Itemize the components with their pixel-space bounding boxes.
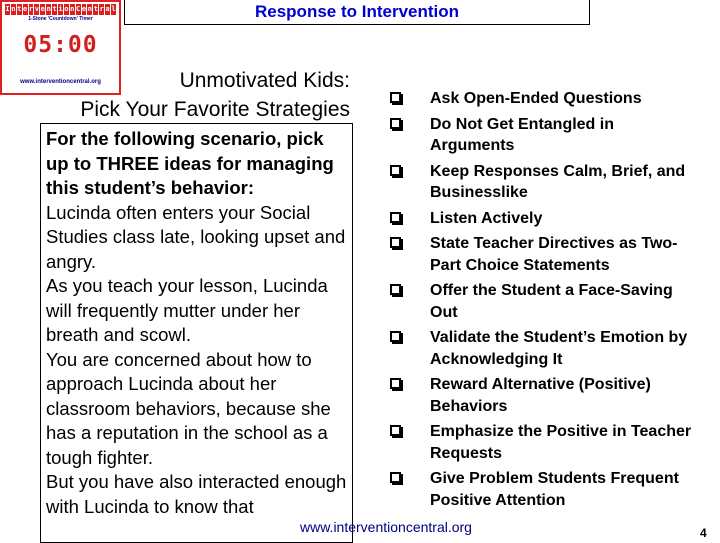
logo-timer: 05:00 bbox=[23, 32, 98, 58]
logo-title bbox=[5, 4, 116, 15]
scenario-prompt: For the following scenario, pick up to THREE ideas for managing this student’s behavior: bbox=[46, 128, 334, 198]
strategy-item bbox=[385, 114, 695, 157]
logo-letter: I bbox=[5, 5, 10, 13]
strategy-label: Offer the Student a Face-Saving Out bbox=[430, 282, 673, 321]
logo-letter: r bbox=[99, 5, 104, 13]
logo-letter: e bbox=[81, 5, 87, 13]
strategy-label: Validate the Student’s Emotion by Acknowledging It bbox=[430, 329, 688, 368]
logo-letter: l bbox=[111, 5, 116, 13]
strategy-item bbox=[385, 374, 695, 417]
scenario-paragraph-2: As you teach your lesson, Lucinda will frequently mutter under her breath and scowl. bbox=[46, 275, 328, 345]
logo-letter: n bbox=[11, 5, 16, 13]
page-number: 4 bbox=[700, 526, 707, 540]
slide-title-line2: Pick Your Favorite Strategies bbox=[80, 98, 350, 121]
scenario-paragraph-4: But you have also interacted enough with Lucinda to know that bbox=[46, 471, 347, 517]
strategy-item bbox=[385, 233, 695, 276]
logo-letter: a bbox=[105, 5, 110, 13]
logo-letter: i bbox=[58, 5, 63, 13]
logo-letter: e bbox=[40, 5, 45, 13]
strategy-item bbox=[385, 468, 695, 511]
logo-letter: r bbox=[28, 5, 34, 13]
logo-letter: t bbox=[17, 5, 22, 13]
logo-letter: C bbox=[76, 5, 81, 13]
strategy-item bbox=[385, 421, 695, 464]
logo-letter: t bbox=[93, 5, 98, 13]
logo-letter: t bbox=[52, 5, 57, 13]
scenario-text bbox=[46, 127, 351, 519]
logo-letter: n bbox=[46, 5, 51, 13]
logo-letter: n bbox=[70, 5, 75, 13]
checkbox-bullet-icon bbox=[390, 118, 401, 129]
checkbox-bullet-icon bbox=[390, 92, 401, 103]
logo-letter: o bbox=[64, 5, 69, 13]
checkbox-bullet-icon bbox=[390, 212, 401, 223]
scenario-paragraph-1: Lucinda often enters your Social Studies class late, looking upset and angry. bbox=[46, 201, 346, 272]
strategy-item bbox=[385, 208, 695, 230]
strategy-label: Keep Responses Calm, Brief, and Businesslike bbox=[430, 162, 686, 201]
strategy-label: Listen Actively bbox=[430, 209, 543, 227]
strategy-list bbox=[385, 88, 695, 515]
header-bar bbox=[124, 0, 590, 25]
strategy-item bbox=[385, 327, 695, 370]
checkbox-bullet-icon bbox=[390, 165, 401, 176]
logo-tagline: 1-Stone 'Countdown' Timer bbox=[28, 16, 93, 22]
scenario-box bbox=[40, 123, 353, 543]
checkbox-bullet-icon bbox=[390, 378, 401, 389]
strategy-label: Ask Open-Ended Questions bbox=[430, 90, 642, 107]
strategy-label: Reward Alternative (Positive) Behaviors bbox=[430, 376, 651, 415]
logo-letter: n bbox=[87, 5, 93, 13]
logo-url: www.interventioncentral.org bbox=[20, 79, 101, 85]
strategy-label: Give Problem Students Frequent Positive Attention bbox=[430, 470, 679, 509]
header-title: Response to Intervention bbox=[254, 2, 460, 21]
strategy-label: State Teacher Directives as Two-Part Choice Statements bbox=[430, 235, 678, 274]
checkbox-bullet-icon bbox=[390, 284, 401, 295]
checkbox-bullet-icon bbox=[390, 425, 401, 436]
slide-title bbox=[20, 66, 350, 124]
scenario-paragraph-3: You are concerned about how to approach Lucinda about her classroom behaviors, because she has a reputation in the school as a tough fighter. bbox=[46, 348, 331, 468]
strategy-label: Do Not Get Entangled in Arguments bbox=[430, 115, 614, 154]
strategy-item bbox=[385, 88, 695, 110]
logo-letter: e bbox=[23, 5, 28, 13]
checkbox-bullet-icon bbox=[390, 331, 401, 342]
checkbox-bullet-icon bbox=[390, 472, 401, 483]
logo-letter: v bbox=[34, 5, 39, 13]
slide-title-line1: Unmotivated Kids: bbox=[179, 69, 350, 92]
strategy-label: Emphasize the Positive in Teacher Requests bbox=[430, 423, 692, 462]
checkbox-bullet-icon bbox=[390, 237, 401, 248]
strategy-item bbox=[385, 161, 695, 204]
footer-url: www.interventioncentral.org bbox=[300, 519, 472, 535]
strategy-item bbox=[385, 280, 695, 323]
